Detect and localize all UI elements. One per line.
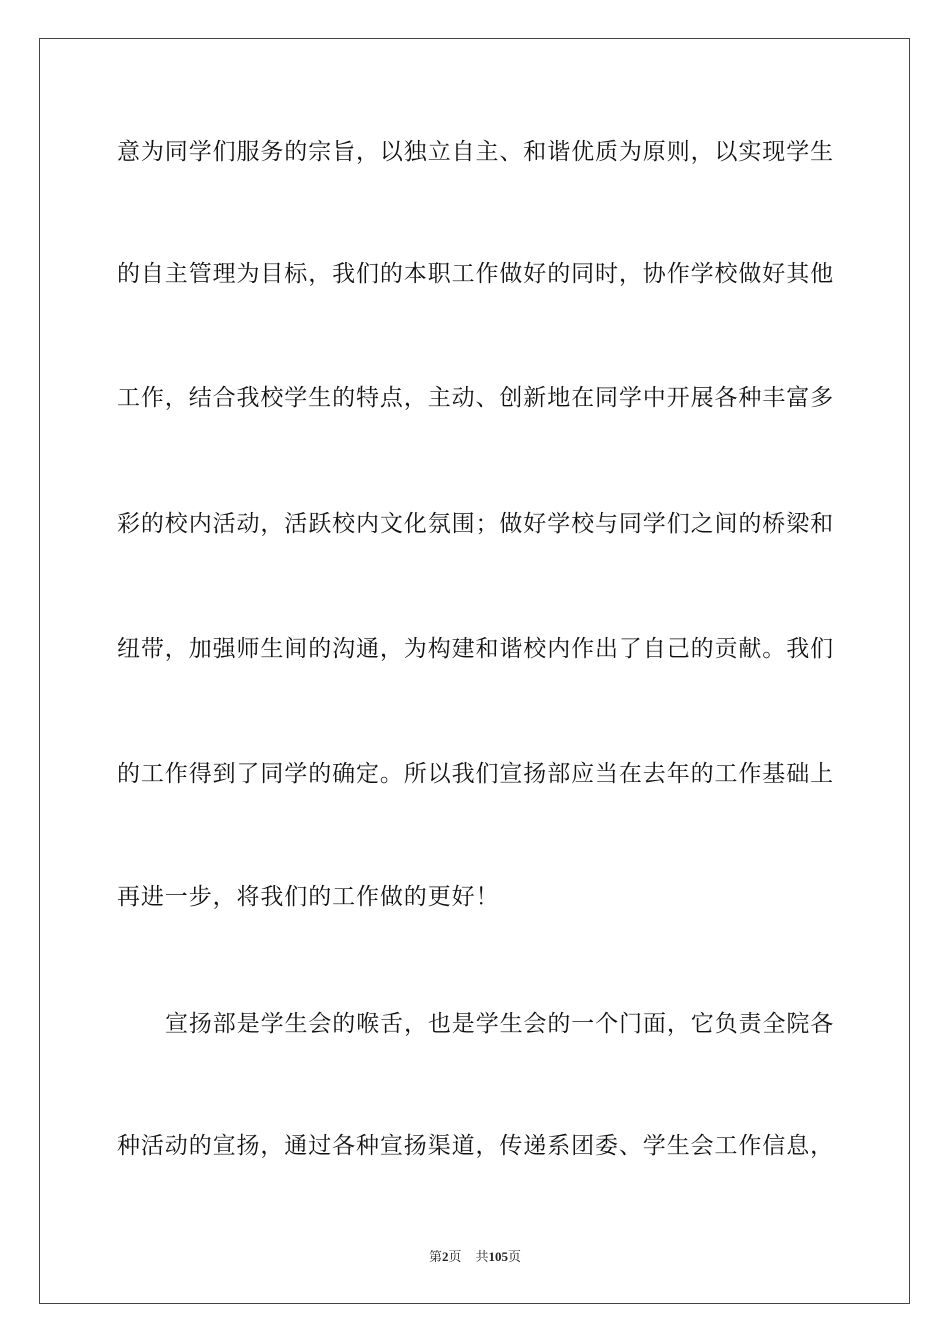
paragraph-2-line-2: 种活动的宣扬，通过各种宣扬渠道，传递系团委、学生会工作信息， (117, 1133, 834, 1159)
total-pages-suffix: 页 (508, 1249, 522, 1264)
current-page-number: 2 (441, 1249, 449, 1264)
total-pages-prefix: 共 (475, 1249, 489, 1264)
page-border (39, 38, 910, 1304)
paragraph-2-line-1: 宣扬部是学生会的喉舌，也是学生会的一个门面，它负责全院各 (165, 1011, 835, 1037)
body-line-7: 再进一步，将我们的工作做的更好！ (117, 884, 500, 910)
total-page-count: 105 (488, 1249, 509, 1264)
body-line-3: 工作，结合我校学生的特点，主动、创新地在同学中开展各种丰富多 (117, 385, 834, 411)
page-footer (0, 1248, 950, 1266)
body-line-1: 意为同学们服务的宗旨，以独立自主、和谐优质为原则，以实现学生 (117, 139, 834, 165)
body-line-2: 的自主管理为目标，我们的本职工作做好的同时，协作学校做好其他 (117, 261, 834, 287)
body-line-4: 彩的校内活动，活跃校内文化氛围；做好学校与同学们之间的桥梁和 (117, 511, 834, 537)
body-line-5: 纽带，加强师生间的沟通，为构建和谐校内作出了自己的贡献。我们 (117, 636, 834, 662)
body-line-6: 的工作得到了同学的确定。所以我们宣扬部应当在去年的工作基础上 (117, 761, 834, 787)
page-number-suffix: 页 (448, 1249, 462, 1264)
page-number-prefix: 第 (428, 1249, 442, 1264)
